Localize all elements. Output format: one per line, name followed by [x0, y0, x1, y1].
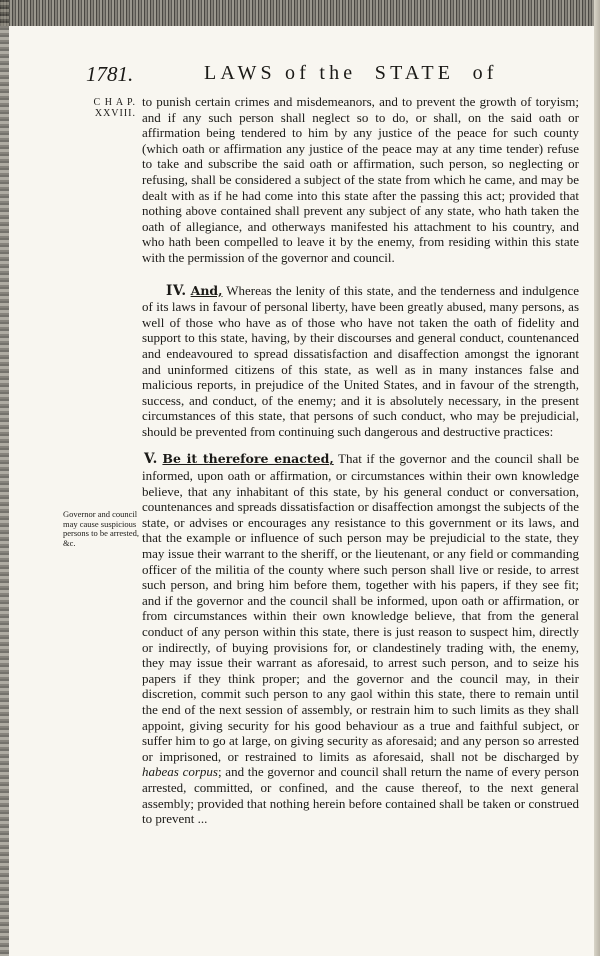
running-title: [204, 62, 498, 85]
section-v-lead: Be it therefore enacted,: [162, 451, 334, 467]
page-header: [86, 62, 586, 92]
chapter-number: XXVIII.: [94, 108, 136, 119]
header-year: 1781.: [86, 62, 134, 86]
body-text: [142, 94, 579, 827]
running-title-part2: STATE: [374, 62, 455, 84]
section-v-number: V.: [144, 451, 158, 468]
running-title-part1: LAWS of the: [204, 62, 357, 84]
section-v: [142, 451, 579, 826]
scan-edge-left: [0, 0, 9, 956]
section-iv-text: Whereas the lenity of this state, and the tenderness and indulgence of its laws in favour of personal liberty, have been greatly abused, many persons, as well of those who have as of those who have not taken the oath of fidelity and support to this state, having, by their discourses and general conduct, countenanced and endeavoured to spread dissatisfaction and disaffection amongst the ignorant and uninformed citizens of this state, as well as in many instances false and malicious reports, in prejudice of the United States, and in favour of the strength, success, and conduct, of the enemy; and it is absolutely necessary, in the present circumstances of this state, that persons of such conduct, who may be prejudicial, should be prevented from continuing such dangerous and destructive practices:: [142, 282, 580, 439]
chapter-label: C H A P.: [93, 97, 136, 108]
section-v-italic: habeas corpus: [142, 764, 218, 780]
chapter-marker: [84, 97, 136, 119]
section-v-text-b: ; and the governor and council shall return the name of every person arrested, committed, or confined, and the cause thereof, to the next general assembly; provided that nothing herein before contained shall be taken or construed to prevent ...: [142, 764, 579, 827]
section-iv: [142, 283, 579, 440]
section-iv-number: IV.: [166, 282, 187, 299]
section-iv-lead: And,: [190, 282, 223, 298]
faded-ink-area: [438, 862, 588, 922]
scan-edge-right: [594, 0, 600, 956]
scan-edge-top: [0, 0, 600, 26]
running-title-part3: of: [472, 62, 498, 84]
margin-note: Governor and council may cause suspicious persons to be arrested, &c.: [63, 509, 140, 548]
section-v-text-a: That if the governor and the council shall be informed, upon oath or affirmation, or circumstances within their own knowledge believe, that any inhabitant of this state, by his general conduct or conversation, countenances and spreads dissatisfaction or disaffection amongst the subjects of the state, or advises or encourages any resistance to this government or its laws, and that the example or influence of such person may be prejudicial to the state, they may issue their warrant to the sheriff, or the lieutenant, or any field or commanding officer of the militia of the county where such person shall live or reside, to arrest such person, and bring him before them, together with his papers, if they see fit; and if the governor and the council shall be informed, upon oath or affirmation, or from circumstances within their own knowledge believe, that from the general conduct of any person within this state, there is just reason to suspect him, directly or indirectly, of buying provisions for, or clandestinely trading with, the enemy, they may issue their warrant as aforesaid, to arrest such person, and to seize his papers if they think proper; and the governor and the council may, in their discretion, commit such person to any gaol within this state, there to remain until the end of the next session of assembly, or restrain him to such limits as they shall appoint, giving security for his good behaviour as a true and faithful subject, or suffer him to go at large, on giving security as aforesaid; and any person so arrested or imprisoned, or restrained to limits as aforesaid, shall not be discharged by: [142, 451, 580, 764]
paragraph-continuation: to punish certain crimes and misdemeanors, and to prevent the growth of toryism; and if any such person shall neglect so to do, or shall, on the said oath or affirmation being tendered to him by any justice of the peace for such county (which oath or affirmation any justice of the peace may at any time tender) refuse to take and subscribe the said oath or affirmation, such person, so neglecting or refusing, shall be considered a subject of the state from which he came, and may be dealt with as if he had come into this state after the passing this act; provided that nothing above contained shall prevent any subject of any state, who hath taken the oath of allegiance, and otherways manifested his attachment to his country, and who hath been compelled to leave it by the enemy, from residing within this state with the permission of the governor and council.: [142, 94, 579, 265]
